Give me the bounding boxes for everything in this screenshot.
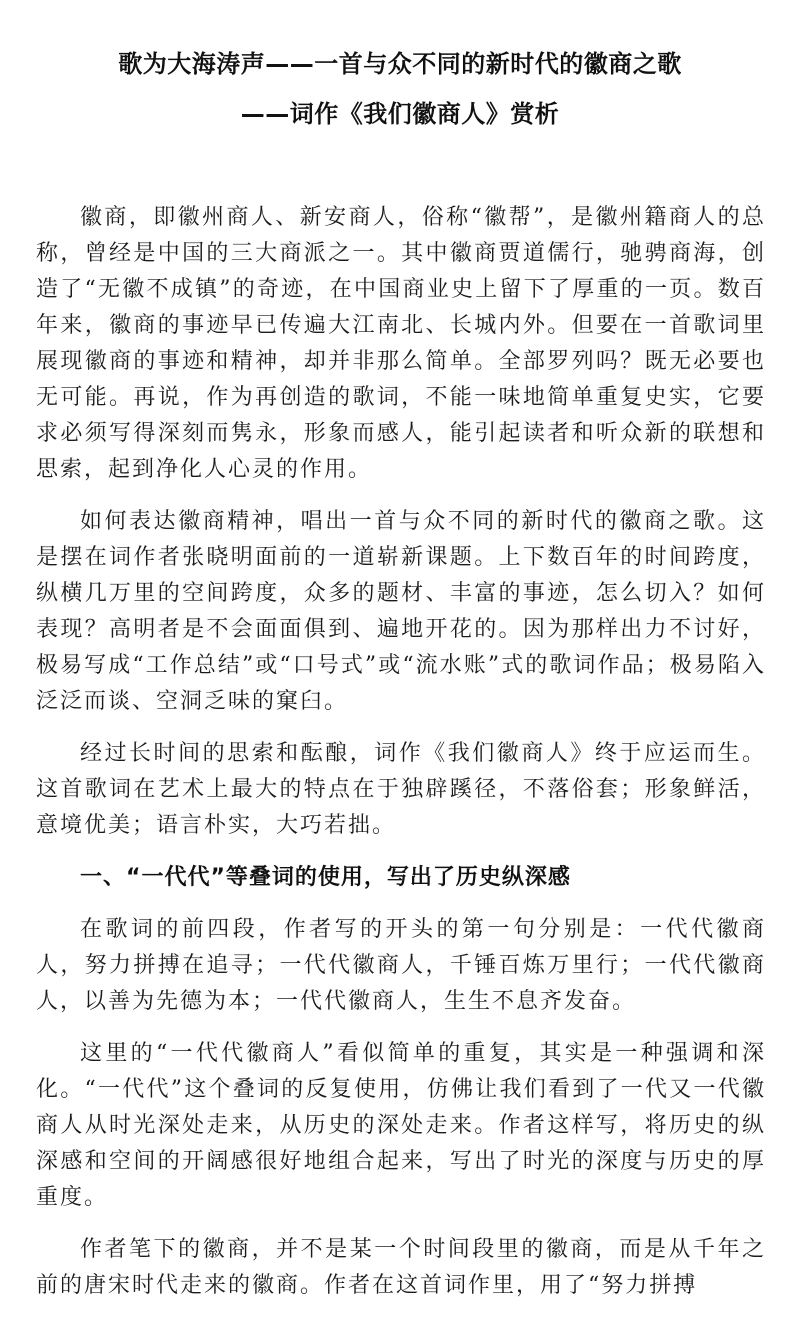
paragraph-5: 这里的“一代代徽商人”看似简单的重复，其实是一种强调和深化。“一代代”这个叠词的反复使用，仿佛让我们看到了一代又一代徽商人从时光深处走来，从历史的深处走来。作者这样写，将历史的纵深感和空间的开阔感很好地组合起来，写出了时光的深度与历史的厚重度。 [36,1041,766,1210]
paragraph-4: 在歌词的前四段，作者写的开头的第一句分别是：一代代徽商人，努力拼搏在追寻；一代代徽商人，千锤百炼万里行；一代代徽商人，以善为先德为本；一代代徽商人，生生不息齐发奋。 [36,917,766,1014]
paragraph-2: 如何表达徽商精神，唱出一首与众不同的新时代的徽商之歌。这是摆在词作者张晓明面前的一道崭新课题。上下数百年的时间跨度，纵横几万里的空间跨度，众多的题材、丰富的事迹，怎么切入？如何表现？高明者是不会面面俱到、遍地开花的。因为那样出力不讨好，极易写成“工作总结”或“口号式”或“流水账”式的歌词作品；极易陷入泛泛而谈、空洞乏味的窠臼。 [36,509,766,714]
section-heading: 一、“一代代”等叠词的使用，写出了历史纵深感 [80,865,571,890]
document-subtitle: ——词作《我们徽商人》赏析 [240,100,560,128]
paragraph-6: 作者笔下的徽商，并不是某一个时间段里的徽商，而是从千年之前的唐宋时代走来的徽商。作者在这首词作里，用了“努力拼搏 [36,1237,766,1298]
document-title: 歌为大海涛声——一首与众不同的新时代的徽商之歌 [118,50,682,78]
paragraph-1: 徽商，即徽州商人、新安商人，俗称“徽帮”，是徽州籍商人的总称，曾经是中国的三大商派之一。其中徽商贾道儒行，驰骋商海，创造了“无徽不成镇”的奇迹，在中国商业史上留下了厚重的一页。数百年来，徽商的事迹早已传遍大江南北、长城内外。但要在一首歌词里展现徽商的事迹和精神，却并非那么简单。全部罗列吗？既无必要也无可能。再说，作为再创造的歌词，不能一味地简单重复史实，它要求必须写得深刻而隽永，形象而感人，能引起读者和听众新的联想和思索，起到净化人心灵的作用。 [36,205,766,482]
document-body [36,200,766,1320]
paragraph-3: 经过长时间的思索和酝酿，词作《我们徽商人》终于应运而生。这首歌词在艺术上最大的特点在于独辟蹊径，不落俗套；形象鲜活，意境优美；语言朴实，大巧若拙。 [36,741,766,838]
